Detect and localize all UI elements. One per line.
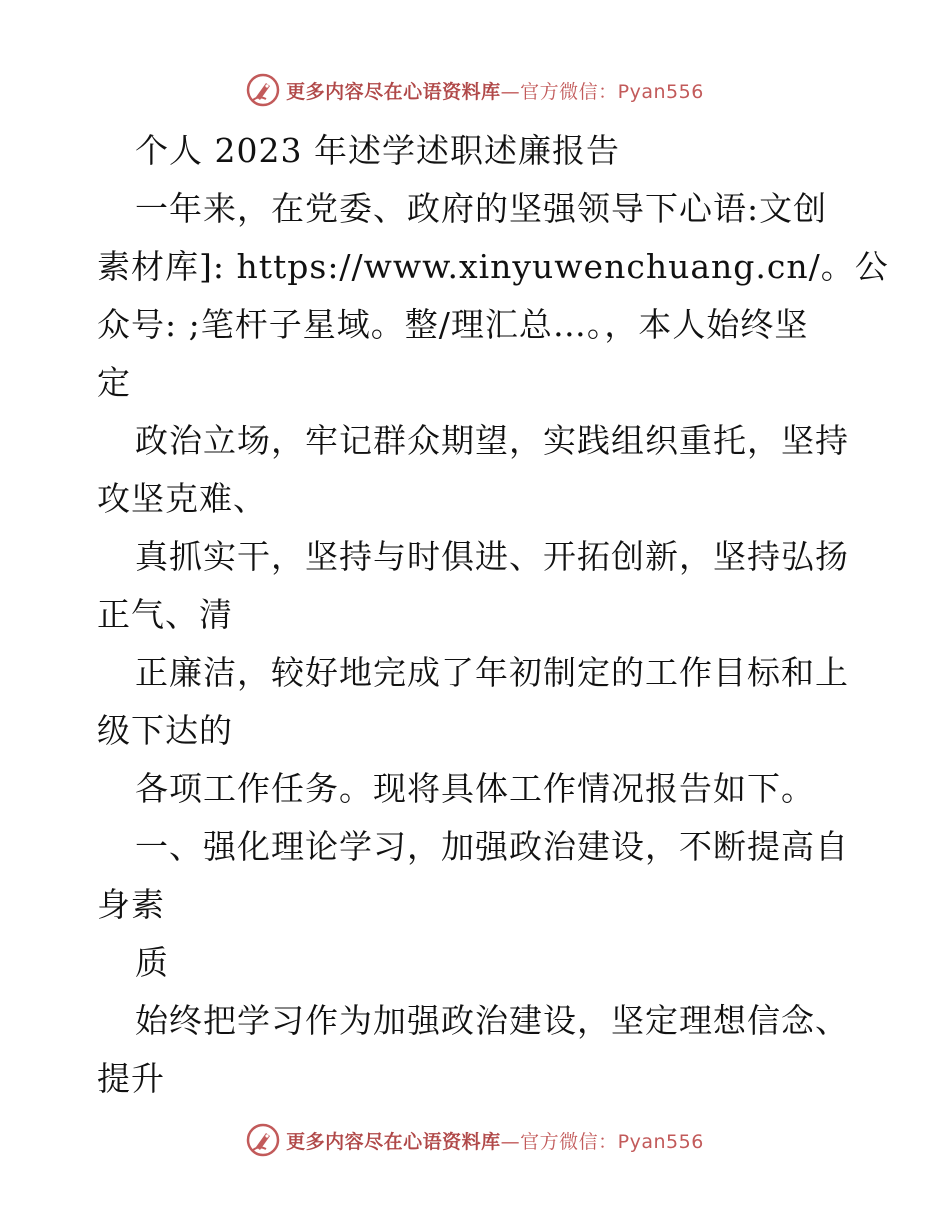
paragraph-line: 政治立场，牢记群众期望，实践组织重托，坚持	[135, 421, 849, 460]
paragraph-line: 定	[97, 363, 131, 402]
paragraph-line: 一年来，在党委、政府的坚强领导下心语:文创	[135, 189, 828, 228]
paragraph-line: 正廉洁，较好地完成了年初制定的工作目标和上	[135, 653, 849, 692]
watermark-secondary-text: —官方微信：Pyan556	[500, 1130, 704, 1153]
paragraph-line: 级下达的	[97, 711, 233, 750]
section-heading-line: 质	[135, 943, 169, 982]
document-title: 个人 2023 年述学述职述廉报告	[135, 131, 620, 170]
pen-nib-logo-icon	[246, 73, 280, 107]
header-watermark	[0, 70, 950, 110]
section-heading-line: 一、强化理论学习，加强政治建设，不断提高自	[135, 827, 849, 866]
paragraph-line: 素材库]: https://www.xinyuwenchuang.cn/。公	[97, 247, 889, 286]
watermark-primary-text: 更多内容尽在心语资料库	[286, 1130, 501, 1153]
watermark-primary-text: 更多内容尽在心语资料库	[286, 80, 501, 103]
footer-watermark	[0, 1120, 950, 1160]
paragraph-line: 始终把学习作为加强政治建设，坚定理想信念、	[135, 1001, 849, 1040]
paragraph-line: 真抓实干，坚持与时俱进、开拓创新，坚持弘扬	[135, 537, 849, 576]
section-heading-line: 身素	[97, 885, 165, 924]
document-body	[97, 122, 889, 1108]
paragraph-line: 众号: ;笔杆子星域。整/理汇总…。，本人始终坚	[97, 305, 809, 344]
paragraph-line: 提升	[97, 1059, 165, 1098]
pen-nib-logo-icon	[246, 1123, 280, 1157]
paragraph-line: 各项工作任务。现将具体工作情况报告如下。	[135, 769, 815, 808]
paragraph-line: 正气、清	[97, 595, 233, 634]
paragraph-line: 攻坚克难、	[97, 479, 267, 518]
watermark-secondary-text: —官方微信：Pyan556	[500, 80, 704, 103]
